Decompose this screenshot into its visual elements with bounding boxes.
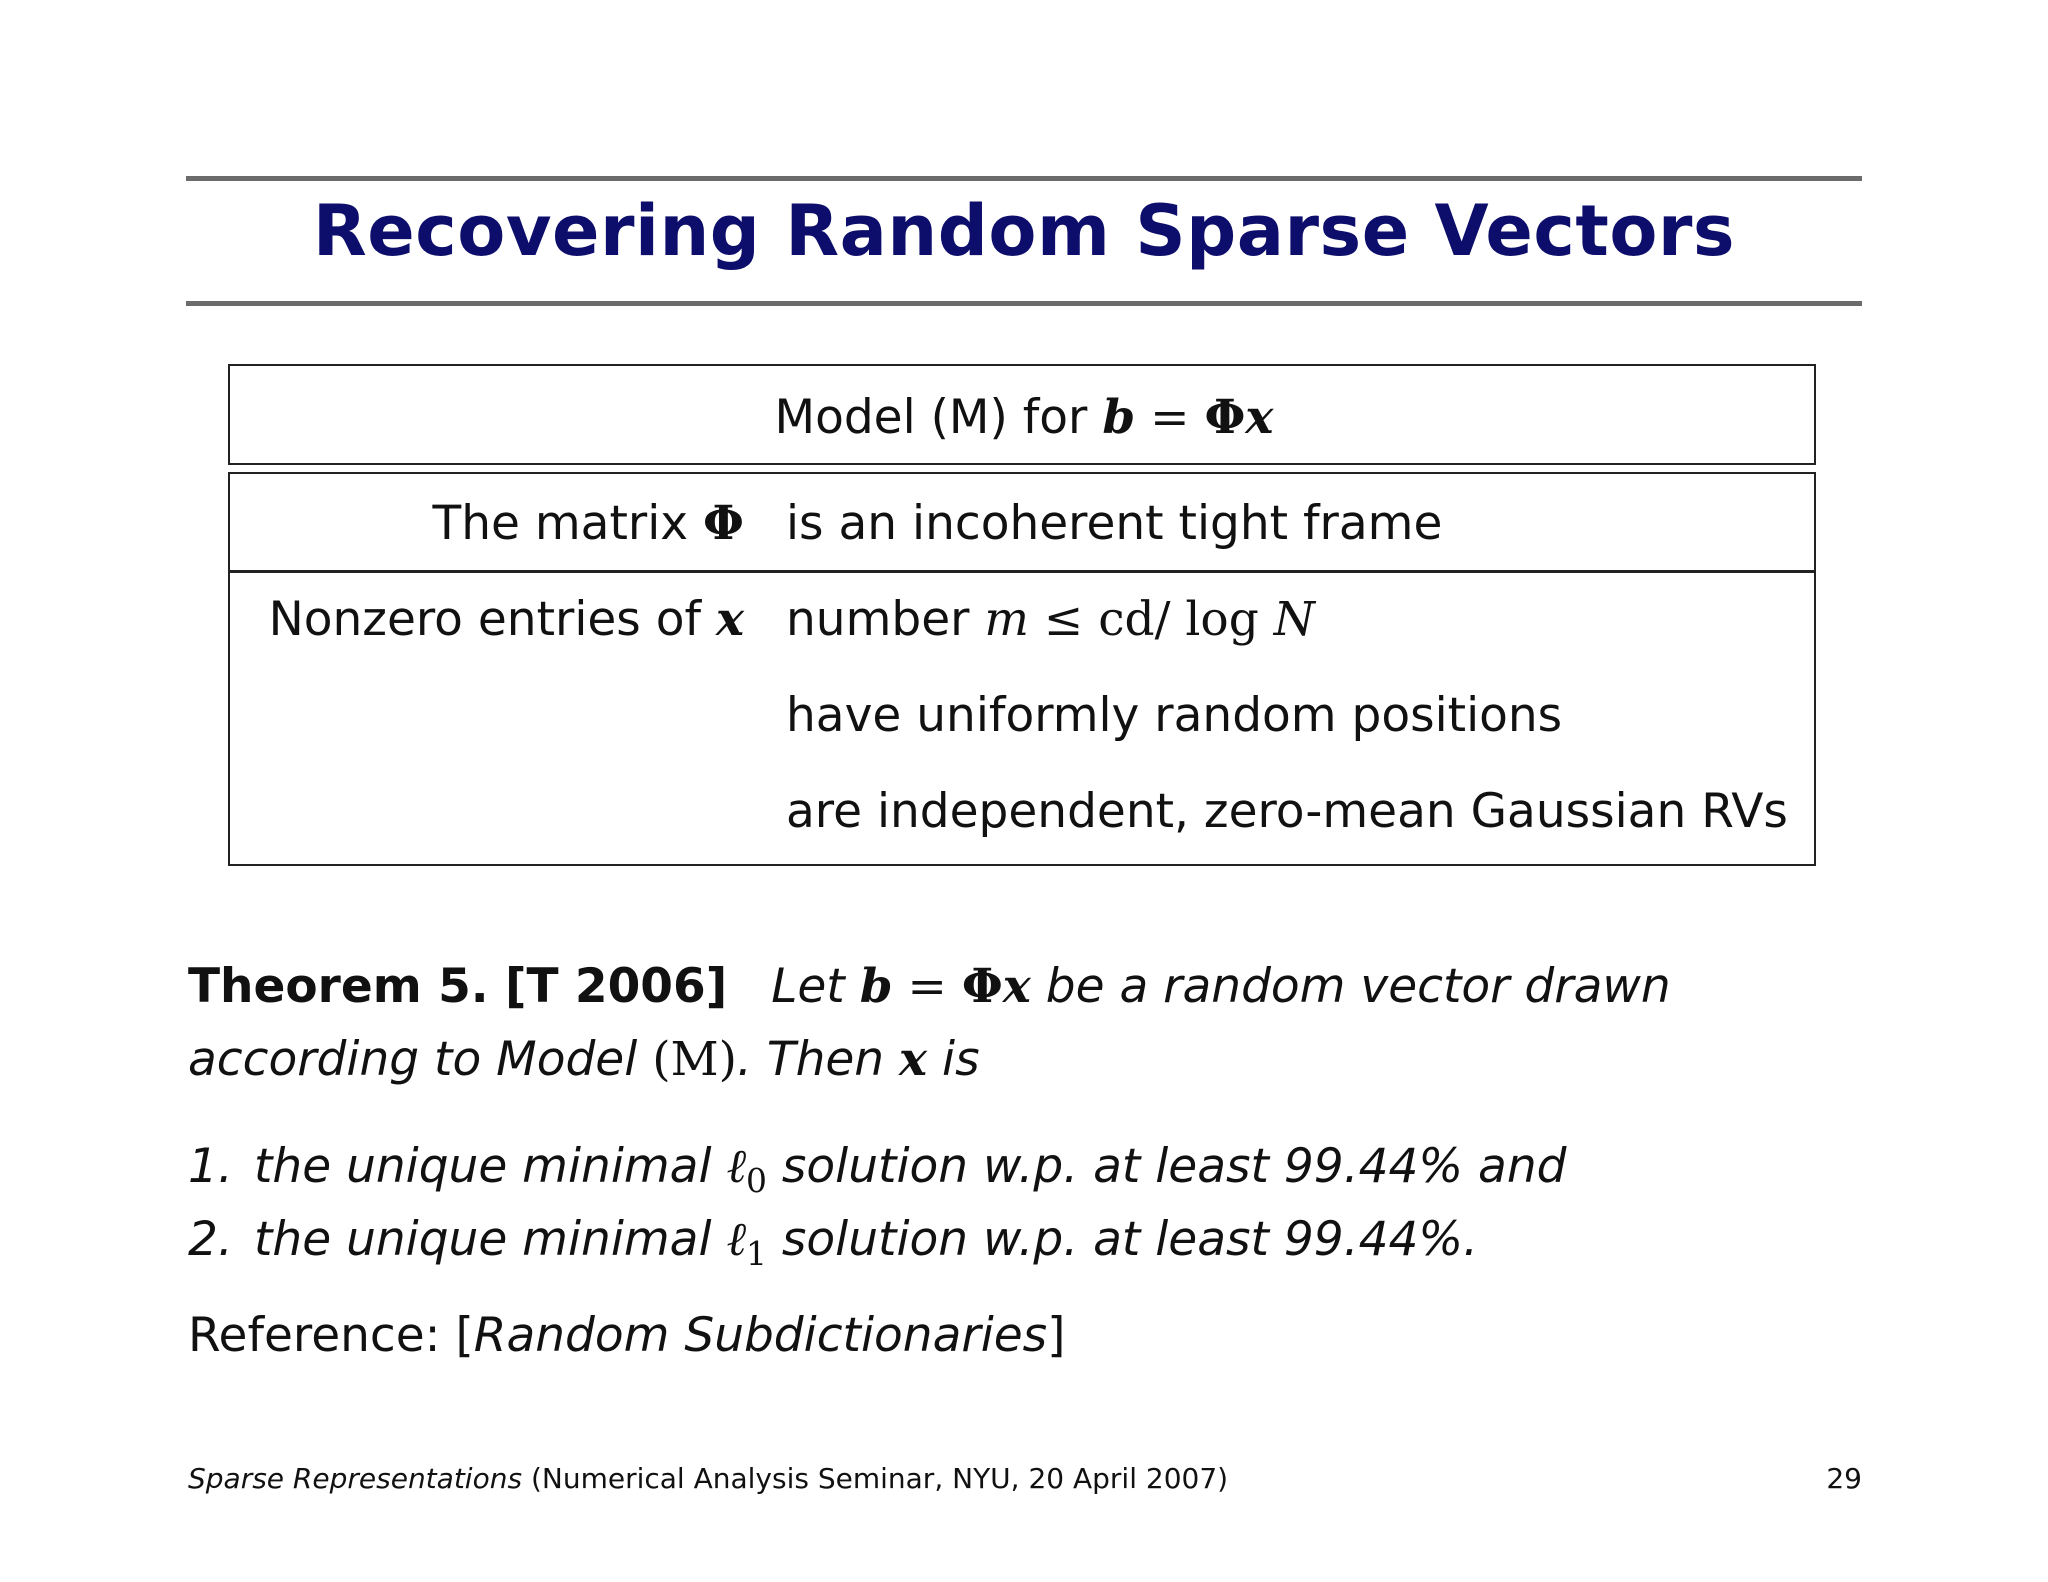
model-table-row-matrix <box>228 472 1816 573</box>
header-math-phi: Φ <box>1204 390 1246 445</box>
theorem-body: Let b = Φx be a random vector drawn according to Model (M). Then x is <box>188 959 1671 1087</box>
label-math-x: x <box>715 592 744 647</box>
row-value-positions: have uniformly random positions <box>786 688 1563 743</box>
ell-subscript: 1 <box>746 1233 767 1273</box>
row-label-entries: Nonzero entries of x <box>268 592 744 647</box>
theorem-statement <box>188 950 1868 1096</box>
reference-line: Reference: [Random Subdictionaries] <box>188 1308 1066 1363</box>
header-label: Model (M) for <box>774 390 1088 445</box>
ell-symbol: ℓ <box>726 1212 747 1267</box>
header-math-x: x <box>1245 390 1274 445</box>
theorem-heading: Theorem 5. [T 2006] <box>188 959 728 1014</box>
theorem-model-ref: (M) <box>652 1032 738 1087</box>
math-bound: ≤ cd/ log <box>1028 592 1274 647</box>
footer-title: Sparse Representations <box>188 1462 523 1495</box>
list-item-number: 2. <box>188 1212 233 1267</box>
ell-symbol: ℓ <box>726 1139 747 1194</box>
header-math-eq: = <box>1135 390 1205 445</box>
reference-title: Random Subdictionaries <box>473 1308 1048 1363</box>
theorem-math-b: b <box>859 959 893 1014</box>
math-N: N <box>1273 592 1315 647</box>
theorem-conclusions <box>188 1130 1566 1276</box>
theorem-math-x2: x <box>899 1032 928 1087</box>
slide-title: Recovering Random Sparse Vectors <box>312 190 1736 272</box>
label-math-phi: Φ <box>703 496 744 551</box>
row-value-matrix: is an incoherent tight frame <box>786 496 1443 551</box>
model-table-header <box>228 364 1816 465</box>
row-value-gaussian: are independent, zero-mean Gaussian RVs <box>786 784 1788 839</box>
model-table-header-text <box>230 390 1818 445</box>
page-number: 29 <box>1826 1462 1862 1495</box>
model-table-row-entries <box>228 570 1816 866</box>
theorem-math-phi: Φ <box>961 959 1003 1014</box>
title-bottom-rule <box>186 301 1862 306</box>
title-top-rule <box>186 176 1862 181</box>
list-item: 1. the unique minimal ℓ$_0$ solution w.p. at least 99.44% and <box>188 1130 1566 1203</box>
ell-subscript: 0 <box>746 1160 767 1200</box>
slide-footer <box>188 1462 1228 1495</box>
row-label-matrix: The matrix Φ <box>432 496 744 551</box>
footer-details: (Numerical Analysis Seminar, NYU, 20 April 2007) <box>522 1462 1229 1495</box>
list-item: 2. the unique minimal ℓ$_1$ solution w.p. at least 99.44%. <box>188 1203 1566 1276</box>
theorem-math-x: x <box>1002 959 1031 1014</box>
math-m: m <box>984 592 1029 647</box>
header-math-b: b <box>1102 390 1136 445</box>
list-item-number: 1. <box>188 1139 233 1194</box>
row-value-number: number m ≤ cd/ log N <box>786 592 1315 647</box>
